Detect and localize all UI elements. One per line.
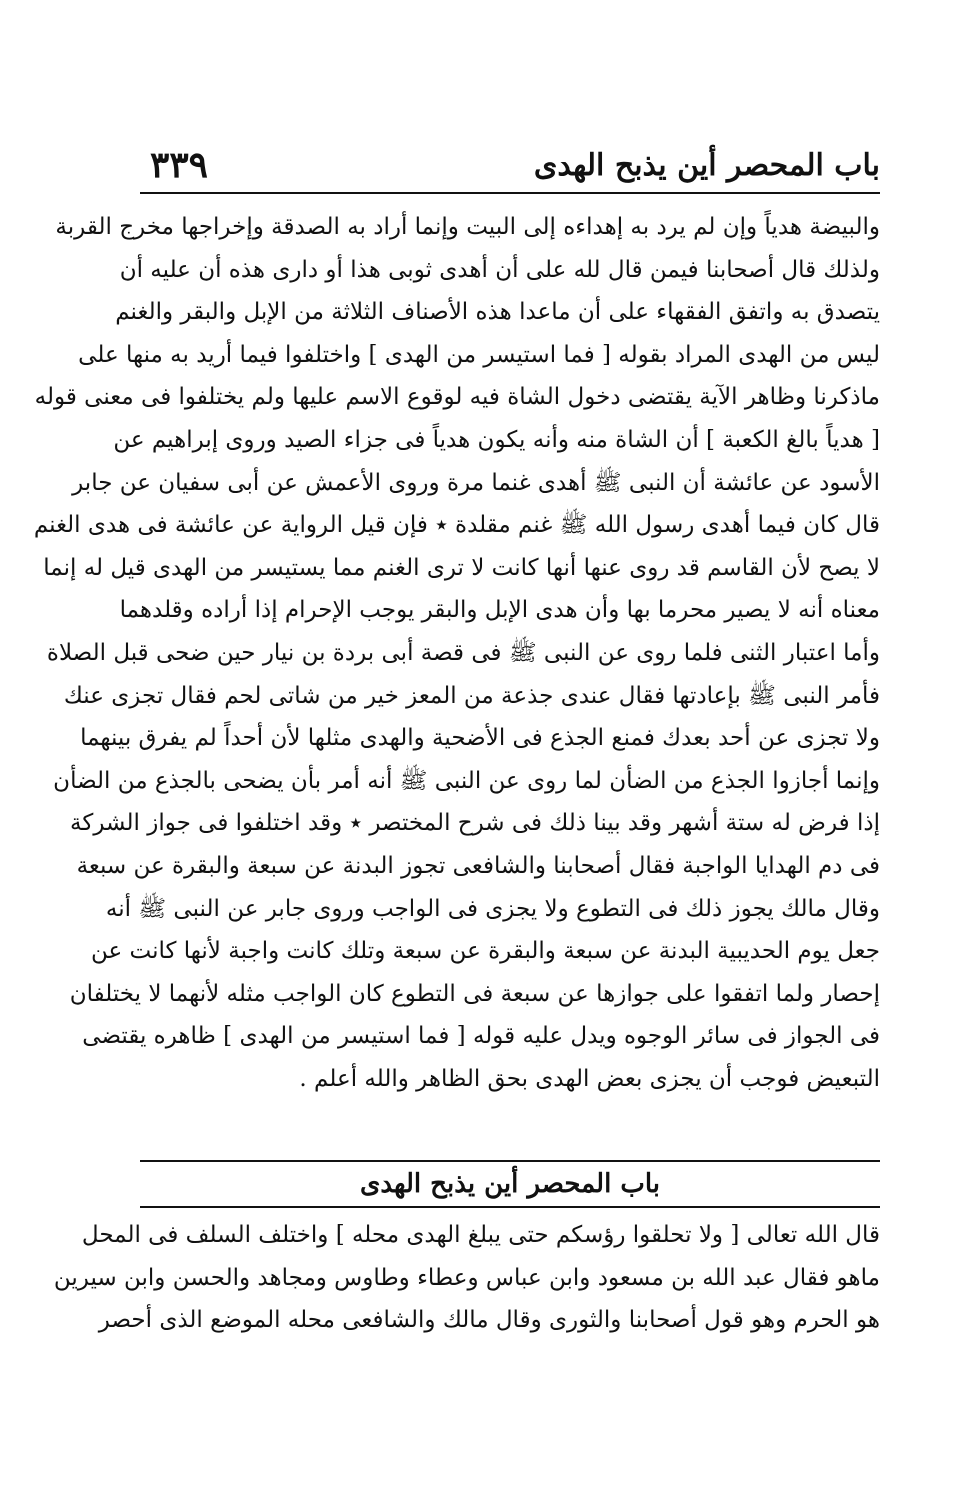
text-line: قال كان فيما أهدى رسول الله ﷺ غنم مقلدة ٭ فإن قيل الرواية عن عائشة فى هدى الغنم bbox=[33, 512, 880, 539]
text-line: جعل يوم الحديبية البدنة عن سبعة والبقرة عن سبعة وتلك كانت واجبة لأنها كانت عن bbox=[91, 938, 880, 965]
text-line: التبعيض فوجب أن يجزى بعض الهدى بحق الظاهر والله أعلم . bbox=[299, 1065, 880, 1092]
text-line: ماذكرنا وظاهر الآية يقتضى دخول الشاة فيه لوقوع الاسم عليها ولم يختلفوا فى معنى قوله bbox=[34, 384, 880, 411]
section-paragraph bbox=[53, 1214, 880, 1342]
text-line: الأسود عن عائشة أن النبى ﷺ أهدى غنما مرة وروى الأعمش عن أبى سفيان عن جابر bbox=[72, 469, 880, 496]
text-line: فى الجواز فى سائر الوجوه ويدل عليه قوله [ فما استيسر من الهدى ] ظاهره يقتضى bbox=[82, 1023, 880, 1050]
text-line: ليس من الهدى المراد بقوله [ فما استيسر من الهدى ] واختلفوا فيما أريد به منها على bbox=[78, 341, 880, 368]
text-line: قال الله تعالى [ ولا تحلقوا رؤسكم حتى يبلغ الهدى محله ] واختلف السلف فى المحل bbox=[81, 1222, 880, 1248]
text-line: ماهو فقال عبد الله بن مسعود وابن عباس وعطاء وطاوس ومجاهد والحسن وابن سيرين bbox=[53, 1264, 880, 1291]
text-line: ولذلك قال أصحابنا فيمن قال لله على أن أهدى ثوبى هذا أو دارى هذه أن عليه أن bbox=[119, 256, 880, 283]
text-line: ولا تجزى عن أحد بعدك فمنع الجذع فى الأضحية والهدى مثلها لأن أحداً لم يفرق بينهما bbox=[80, 725, 880, 752]
main-paragraph bbox=[33, 206, 880, 1100]
text-line: [ هدياً بالغ الكعبة ] أن الشاة منه وأنه يكون هدياً فى جزاء الصيد وروى إبراهيم عن bbox=[113, 426, 880, 453]
page-number: ٣٣٩ bbox=[150, 144, 209, 186]
section-heading: باب المحصر أين يذبح الهدى bbox=[360, 1169, 660, 1199]
section-divider-top bbox=[140, 1160, 880, 1162]
text-line: معناه أنه لا يصير محرما بها وأن هدى الإبل والبقر يوجب الإحرام إذا أراده وقلدهما bbox=[119, 597, 880, 624]
header-divider bbox=[140, 192, 880, 194]
text-line: والبيضة هدياً وإن لم يرد به إهداءه إلى البيت وإنما أراد به الصدقة وإخراجها مخرج القربة bbox=[55, 214, 880, 240]
text-line: وأما اعتبار الثنى فلما روى عن النبى ﷺ فى قصة أبى بردة بن نيار حين ضحى قبل الصلاة bbox=[46, 639, 880, 666]
text-line: هو الحرم وهو قول أصحابنا والثورى وقال مالك والشافعى محله الموضع الذى أحصر bbox=[98, 1307, 880, 1334]
text-line: إحصار ولما اتفقوا على جوازها عن سبعة فى التطوع كان الواجب مثله لأنهما لا يختلفان bbox=[69, 980, 880, 1007]
running-header bbox=[150, 140, 880, 192]
running-header-title: باب المحصر أين يذبح الهدى bbox=[533, 148, 880, 183]
text-line: فأمر النبى ﷺ بإعادتها فقال عندى جذعة من المعز خير من شاتى لحم فقال تجزى عنك bbox=[63, 682, 880, 709]
text-line: إذا فرض له ستة أشهر وقد بينا ذلك فى شرح المختصر ٭ وقد اختلفوا فى جواز الشركة bbox=[70, 810, 880, 837]
section-divider-bottom bbox=[140, 1206, 880, 1208]
text-line: لا يصح لأن القاسم قد روى عنها أنها كانت لا ترى الغنم مما يستيسر من الهدى قيل له إنما bbox=[43, 554, 880, 581]
text-line: وإنما أجازوا الجذع من الضأن لما روى عن النبى ﷺ أنه أمر بأن يضحى بالجذع من الضأن bbox=[53, 767, 880, 794]
text-line: فى دم الهدايا الواجبة فقال أصحابنا والشافعى تجوز البدنة عن سبعة والبقرة عن سبعة bbox=[76, 852, 880, 879]
text-line: يتصدق به واتفق الفقهاء على أن ماعدا هذه الأصناف الثلاثة من الإبل والبقر والغنم bbox=[115, 299, 880, 326]
text-line: وقال مالك يجوز ذلك فى التطوع ولا يجزى فى الواجب وروى جابر عن النبى ﷺ أنه bbox=[105, 895, 880, 922]
